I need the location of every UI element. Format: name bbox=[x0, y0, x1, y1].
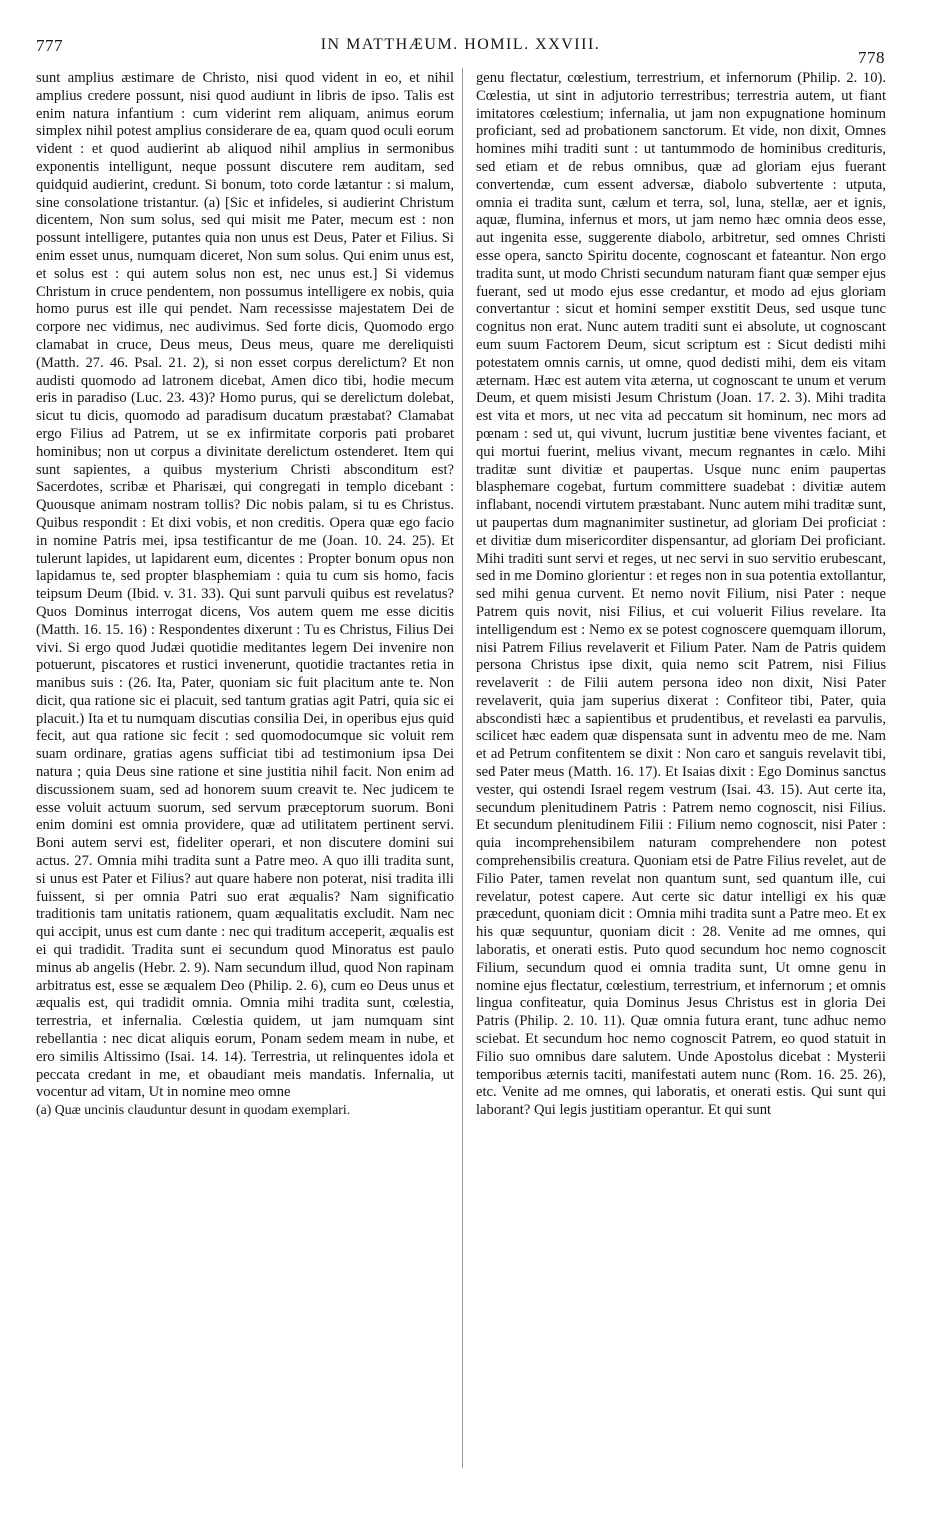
right-column-text: genu flectatur, cœlestium, terrestrium, et infernorum (Philip. 2. 10). Cœlestia, ut sint in adjutorio terrestribus; terrestria autem, ut fiant imitatores cœlestium; infernalia, ut jam non expugnatione hominum proficiant, sed ad probationem sanctorum. Et vide, non dixit, Omnes homines mihi traditi sunt : ut tantummodo de hominibus credituris, sed etiam et de rebus omnibus, quæ ad gloriam ejus fuerant convertendæ, cum essent adversæ, diabolo subvertente : utputa, omnia ei tradita sunt, cælum et terra, sol, luna, stellæ, aer et ignis, aquæ, flumina, infernus et mors, ut jam nemo hæc omnia deos esse, aut ingenita esse, suggerente diabolo, arbitretur, sed omnes Christi esse opera, sancto Spiritu docente, cognoscant et fateantur. Non ergo tradita sunt, ut modo Christi secundum naturam fiant quæ semper ejus fuerant, sed ut modo ejus esse credantur, et modo ad ejus gloriam convertantur : sicut et homini semper exstitit Deus, sed usque tunc cognitus non erat. Nunc autem traditi sunt ei absolute, ut cognoscant eum suum Factorem Deum, sicut scriptum est : Sicut dedisti mihi potestatem omnis carnis, ut omne, quod dedisti mihi, dem eis vitam æternam. Hæc est autem vita æterna, ut cognoscant te unum et verum Deum, et quem misisti Jesum Christum (Joan. 17. 2. 3). Mihi tradita est vita et mors, ut nec vita ad peccatum sit hominum, nec mors ad pœnam : sed ut, qui vivunt, lucrum justitiæ bene viventes faciant, et qui mortui fuerint, melius vivant, mecum regnantes in cælo. Mihi traditæ sunt divitiæ et paupertas. Usque nunc enim paupertas blasphemare cogebat, furtum committere suadebat : divitiæ autem inflabant, nocendi virtutem præstabant. Nunc autem mihi traditæ sunt, ut paupertas dum magnanimiter sustinetur, ad gloriam Dei proficiat : et divitiæ dum misericorditer dispensantur, ad gloriam Dei proficiant. Mihi traditi sunt servi et reges, ut nec servi in suo servitio erubescant, sed in me Domino glorientur : et reges non in sua potentia extollantur, sed mihi genua curvent. Et nemo novit Filium, nisi Pater : neque Patrem quis novit, nisi Filius, et cui voluerit Filius revelare. Ita intelligendum est : Nemo ex se potest cognoscere quemquam illorum, nisi Patrem Filius revelaverit et Filium Pater. Nam de Patris quidem persona Christus ipse dixit, quia nemo scit Patrem, nisi Filius revelaverit : de Filii autem persona ideo non dixit, Nisi Pater revelaverit, quia jam superius dixerat : Confiteor tibi, Pater, quia abscondisti hæc a sapientibus et prudentibus, et revelasti ea parvulis, scilicet hæc eadem quæ dispensata sunt in adventu meo de me. Nam et ad Petrum confitentem se dixit : Non caro et sanguis revelavit tibi, sed Pater meus (Matth. 16. 17). Et Isaias dixit : Ego Dominus sanctus vester, qui ostendi Israel regem vestrum (Isai. 43. 15). Aut certe ita, secundum plenitudinem Patris : Patrem nemo cognoscit, nisi Filius. Et secundum plenitudinem Filii : Filium nemo cognoscit, nisi Pater : quia incomprehensibilem naturam comprehendere non potest comprehensibilis creatura. Quoniam etsi de Patre Filius revelet, aut de Filio Pater, tamen revelat non quantum sunt, sed quantum ille, cui revelatur, potest capere. Aut certe sic datur intelligi ex his quæ præcedunt, quoniam dicit : Omnia mihi tradita sunt a Patre meo. Et ex his quæ sequuntur, quoniam dicit : 28. Venite ad me omnes, qui laboratis, et onerati estis. Puto quod secundum hoc nemo cognoscit Filium, secundum quod ei omnia tradita sunt, Ut omne genu in nomine ejus flectatur, cœlestium, terrestrium, et infernorum ; et omnis lingua confiteatur, quia Dominus Jesus Christus est in gloria Dei Patris (Philip. 2. 10. 11). Quæ omnia futura erant, tunc adhuc nemo sciebat. Et secundum hoc nemo cognoscit Patrem, eo quod statuit in Filio suo omnibus dare salutem. Unde Apostolus dicebat : Mysterii temporibus æternis taciti, manifestati autem nunc (Rom. 16. 25. 26), etc. Venite ad me omnes, qui laboratis, et onerati estis. Qui sunt qui laborant? Qui legis justitiam operantur. Et qui sunt bbox=[476, 70, 886, 1119]
right-column bbox=[476, 70, 886, 1490]
left-page-number: 777 bbox=[36, 36, 63, 55]
right-page-number: 778 bbox=[858, 48, 885, 67]
running-title: IN MATTHÆUM. HOMIL. XXVIII. bbox=[320, 36, 601, 53]
left-column-text: sunt amplius æstimare de Christo, nisi quod vident in eo, et nihil amplius credere possunt, nisi quod audiunt in libris de ipso. Talis est enim natura infantium : cum viderint rem aliquam, animus eorum simplex nihil potest amplius considerare de ea, quam quod oculi eorum vident : et quod audierint ab aliquod nihil amplius in sermonibus exponentis intelligunt, neque possunt discutere rem auditam, sed quidquid audierint, credunt. Si bonum, toto corde lætantur : si malum, sine consolatione tristantur. (a) [Sic et infideles, si audierint Christum dicentem, Non sum solus, sed qui misit me Pater, mecum est : non possunt intelligere, putantes quia non unus est Deus, Pater et Filius. Si enim esset unus, numquam diceret, Non sum solus. Qui enim unus est, et solus est : qui autem solus non est, nec unus est.] Si videmus Christum in cruce pendentem, non possumus intelligere ex nobis, quia homo purus est ille qui pendet. Nam recessisse majestatem Dei de corpore nec vidimus, nec audivimus. Sed forte dicis, Quomodo ergo clamabat in cruce, Deus meus, Deus meus, quare me dereliquisti (Matth. 27. 46. Psal. 21. 2), si non esset corpus derelictum? Et non audisti quomodo ad latronem dicebat, Amen dico tibi, hodie mecum eris in paradiso (Luc. 23. 43)? Homo purus, qui se derelictum dolebat, sicut tu dicis, quomodo ad paradisum ducatum præstabat? Clamabat ergo Filius ad Patrem, ut se ex infirmitate corporis pati probaret hominibus; non ut corpus a divinitate derelictum ostenderet. Item qui sunt sapientes, a quibus mysterium Christi absconditum est? Sacerdotes, scribæ et Pharisæi, qui congregati in templo dicebant : Quousque animam nostram tollis? Dic nobis palam, si tu es Christus. Quibus respondit : Et dixi vobis, et non creditis. Opera quæ ego facio in nomine Patris mei, ipsa testificantur de me (Joan. 10. 24. 25). Et tulerunt lapides, ut lapidarent eum, dicentes : Propter bonum opus non lapidamus te, sed propter blasphemiam : quia tu cum sis homo, facis teipsum Deum (Ibid. v. 31. 33). Qui sunt parvuli quibus est revelatus? Quos Dominus interrogat dicens, Vos autem quem me esse dicitis (Matth. 16. 15. 16) : Respondentes dixerunt : Tu es Christus, Filius Dei vivi. Si ergo quod Judæi quotidie meditantes legem Dei invenire non potuerunt, piscatores et rustici invenerunt, quotidie tractantes retia in manibus suis : (26. Ita, Pater, quoniam sic fuit placitum ante te. Non dicit, qua ratione sic ei placuit, sed tantum gratias agit Patri, quia sic ei placuit.) Ita et tu numquam discutias consilia Dei, in operibus ejus quid fecit, aut qua ratione sic fecit : sed quomodocumque sic voluit rem suam ordinare, gratias agens sufficiat tibi ad testimonium ipsa Dei natura ; quia Deus sine ratione et sine justitia nihil facit. Non enim ad discussionem suam, sed ad honorem suum creavit te. Nec judicem te esse voluit actuum suorum, sed servum præceptorum suorum. Boni enim domini est omnia providere, quæ ad utilitatem pertinent servi. Boni autem servi est, fideliter operari, et non discutere domini sui actus. 27. Omnia mihi tradita sunt a Patre meo. A quo illi tradita sunt, si unus est Pater et Filius? aut quare habere non poterat, nisi tradita illi fuissent, si per omnia Patri suo erat æqualis? Nam significatio traditionis tam unitatis rationem, quam æqualitatis excludit. Nam nec qui accipit, unus est cum dante : nec qui traditum acceperit, æqualis est ei qui tradidit. Tradita sunt ei secundum quod Minoratus est paulo minus ab angelis (Hebr. 2. 9). Nam secundum illud, quod Non rapinam arbitratus est, esse se æqualem Deo (Philip. 2. 6), cum eo Deus unus et æqualis est, qui tradidit omnia. Omnia mihi tradita sunt, cœlestia, terrestria, et infernalia. Cœlestia quidem, ut jam numquam sint rebellantia : nec dicat aliquis eorum, Ponam sedem meam in nube, et ero similis Altissimo (Isai. 14. 14). Terrestria, ut relinquentes idola et peccata credant in me, et obaudiant meis mandatis. Infernalia, ut vocentur ad vitam, Ut in nomine meo omne bbox=[36, 70, 454, 1101]
running-header bbox=[36, 36, 885, 67]
left-column bbox=[36, 70, 454, 1470]
footnote: (a) Quæ uncinis clauduntur desunt in quodam exemplari. bbox=[36, 1102, 351, 1118]
column-divider bbox=[462, 68, 463, 1468]
